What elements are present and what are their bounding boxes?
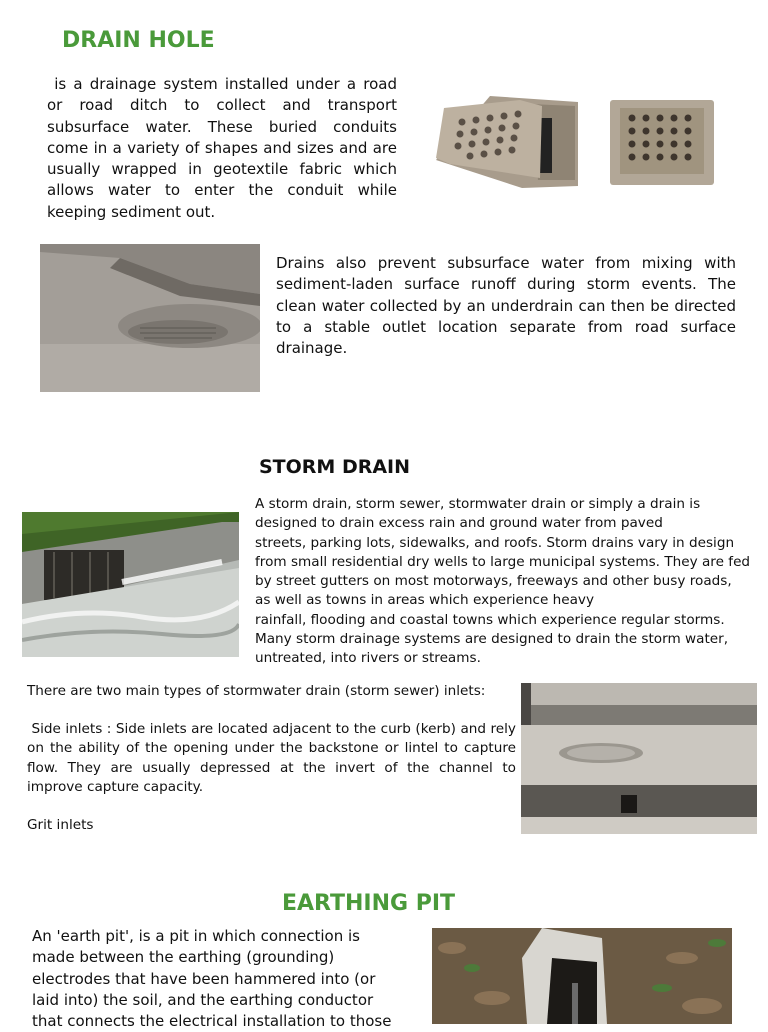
storm-drain-title: STORM DRAIN bbox=[259, 456, 411, 478]
drain-hole-paragraph-2: Drains also prevent subsurface water from mixing with sediment-laden surface runoff during storm events. The clean water collected by an underdrain can then be directed to a stable outlet location separate from road surface drainage. bbox=[276, 254, 736, 358]
earthing-pit-paragraph: An 'earth pit', is a pit in which connection is made between the earthing (grounding) electrodes that have been hammered into (or laid into) the soil, and the earthing conductor that connects the electrical installation to those bbox=[32, 927, 392, 1031]
side-inlet-curb-photo bbox=[521, 683, 757, 834]
storm-drain-water-photo bbox=[22, 512, 239, 657]
storm-drain-line-4: from small residential dry wells to large municipal systems. They are fed bbox=[255, 553, 751, 570]
drain-grate-covers-image bbox=[430, 88, 730, 193]
drain-hole-title: DRAIN HOLE bbox=[62, 28, 215, 53]
grit-inlets-label: Grit inlets bbox=[27, 817, 94, 833]
storm-drain-description bbox=[255, 495, 765, 669]
storm-drain-line-3: streets, parking lots, sidewalks, and roofs. Storm drains vary in design bbox=[255, 534, 735, 551]
storm-drain-line-1: A storm drain, storm sewer, stormwater drain or simply a drain is bbox=[255, 496, 701, 512]
storm-drain-line-5: by street gutters on most motorways, freeways and other busy roads, bbox=[255, 573, 732, 590]
inlet-types-intro: There are two main types of stormwater drain (storm sewer) inlets: bbox=[27, 683, 486, 699]
side-inlets-paragraph: Side inlets : Side inlets are located adjacent to the curb (kerb) and rely on the ability of the opening under the backstone or lintel to capture flow. They are usually depressed at the invert of the channel to improve capture capacity. bbox=[27, 721, 521, 795]
storm-drain-line-8: Many storm drainage systems are designed to drain the storm water, bbox=[255, 631, 729, 648]
earthing-pit-title: EARTHING PIT bbox=[282, 891, 456, 916]
storm-drain-line-6: as well as towns in areas which experience heavy bbox=[255, 592, 595, 609]
earthing-pit-photo bbox=[432, 928, 732, 1024]
storm-drain-line-2: designed to drain excess rain and ground water from paved bbox=[255, 515, 663, 532]
drain-hole-paragraph-1: is a drainage system installed under a road or road ditch to collect and transport subsurface water. These buried conduits come in a variety of shapes and sizes and are usually wrapped in geotextile fabric which allows water to enter the conduit while keeping sediment out. bbox=[47, 75, 402, 221]
storm-drain-line-7: rainfall, flooding and coastal towns which experience regular storms. bbox=[255, 611, 725, 628]
road-drain-photo bbox=[40, 244, 260, 392]
storm-drain-line-9: untreated, into rivers or streams. bbox=[255, 650, 481, 667]
